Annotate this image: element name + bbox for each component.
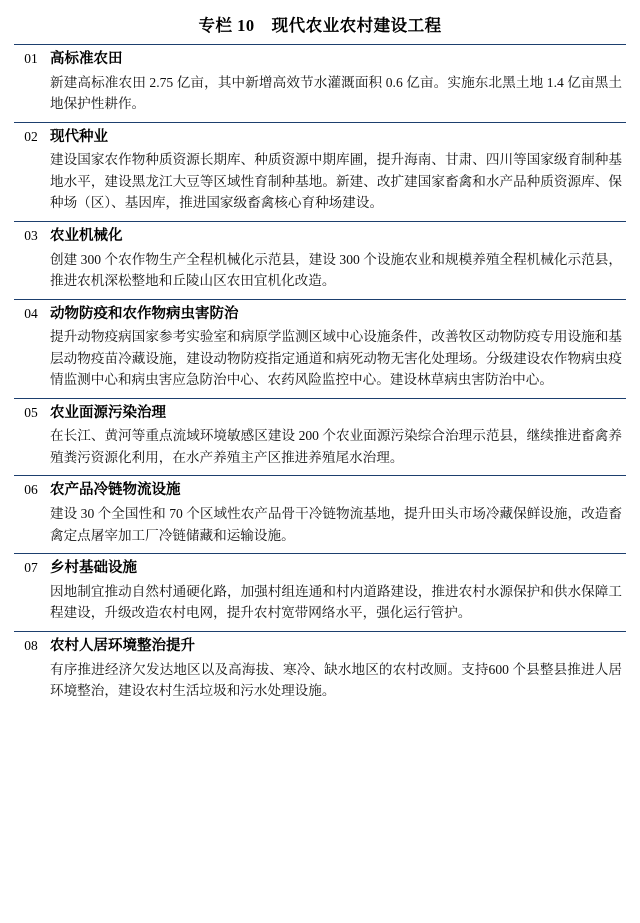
item-number: 03 <box>14 221 48 299</box>
engineering-items-table <box>14 45 626 708</box>
item-title: 乡村基础设施 <box>50 560 137 577</box>
item-number: 04 <box>14 299 48 398</box>
item-number: 08 <box>14 631 48 708</box>
item-content <box>48 554 626 632</box>
item-number: 05 <box>14 398 48 476</box>
table-row <box>14 45 626 122</box>
item-text: 建设国家农作物种质资源长期库、种质资源中期库圃，提升海南、甘肃、四川等国家级育制种基地水平，建设黑龙江大豆等区域性育制种基地。新建、改扩建国家畜禽和水产品种质资源库、保种场（区）、基因库，推进国家级畜禽核心育种场建设。 <box>50 152 622 211</box>
item-text: 有序推进经济欠发达地区以及高海拔、寒冷、缺水地区的农村改厕。支持600 个县整县推进人居环境整治，建设农村生活垃圾和污水处理设施。 <box>50 661 622 698</box>
item-text: 因地制宜推动自然村通硬化路，加强村组连通和村内道路建设，推进农村水源保护和供水保障工程建设，升级改造农村电网，提升农村宽带网络水平，强化运行管护。 <box>50 583 622 621</box>
item-text: 提升动物疫病国家参考实验室和病原学监测区域中心设施条件，改善牧区动物防疫专用设施和基层动物疫苗冷藏设施，建设动物防疫指定通道和病死动物无害化处理场。分级建设农作物病虫疫情监测中心和病虫害应急防治中心、农药风险监控中心。建设林草病虫害防治中心。 <box>50 329 622 388</box>
item-title: 农村人居环境整治提升 <box>50 637 195 654</box>
item-title: 农产品冷链物流设施 <box>50 482 181 499</box>
item-number: 01 <box>24 51 38 66</box>
item-title: 农业机械化 <box>50 227 123 244</box>
table-row <box>14 221 626 299</box>
table-row <box>14 631 626 708</box>
table-row <box>14 299 626 398</box>
table-row <box>14 122 626 221</box>
table-body <box>14 45 626 708</box>
item-number: 02 <box>14 122 48 221</box>
item-title: 高标准农田 <box>50 51 123 67</box>
item-text: 新建高标准农田 2.75 亿亩，其中新增高效节水灌溉面积 0.6 亿亩。实施东北黑土地 1.4 亿亩黑土地保护性耕作。 <box>50 74 622 112</box>
item-text: 建设 30 个全国性和 70 个区域性农产品骨干冷链物流基地，提升田头市场冷藏保鲜设施，改造畜禽定点屠宰加工厂冷链储藏和运输设施。 <box>50 506 622 543</box>
item-content <box>48 631 626 708</box>
page-title: 专栏 10 现代农业农村建设工程 <box>198 16 442 35</box>
table-row <box>14 476 626 554</box>
item-content <box>48 398 626 476</box>
item-content <box>48 299 626 398</box>
item-text: 创建 300 个农作物生产全程机械化示范县，建设 300 个设施农业和规模养殖全程机械化示范县，推进农机深松整地和丘陵山区农田宜机化改造。 <box>50 251 622 289</box>
item-content <box>48 476 626 554</box>
item-text: 在长江、黄河等重点流域环境敏感区建设 200 个农业面源污染综合治理示范县，继续推进畜禽养殖粪污资源化利用，在水产养殖主产区推进养殖尾水治理。 <box>50 428 622 465</box>
item-content <box>48 122 626 221</box>
table-row <box>14 554 626 632</box>
table-row <box>14 398 626 476</box>
item-title: 动物防疫和农作物病虫害防治 <box>50 305 239 322</box>
item-title: 农业面源污染治理 <box>50 404 166 421</box>
item-content <box>48 221 626 299</box>
item-content <box>48 45 626 122</box>
item-number: 07 <box>14 554 48 632</box>
item-title: 现代种业 <box>50 128 108 145</box>
item-number: 06 <box>14 476 48 554</box>
